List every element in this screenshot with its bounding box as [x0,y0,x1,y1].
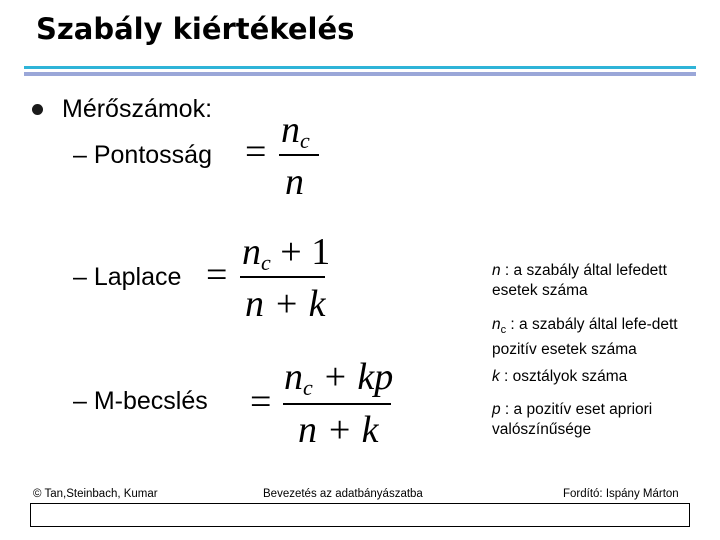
footer-box [30,503,690,527]
slide-title: Szabály kiértékelés [36,12,355,46]
formula-numerator: $n_c$ [281,109,310,153]
legend-nc: $n_c$ : a szabály által lefe-dett pozitív esetek száma [492,316,678,359]
item-pontossag: – Pontosság [73,141,212,169]
formula-denominator: n + k [298,409,379,451]
title-underline-top [24,66,696,69]
equals-sign: = [250,381,272,423]
legend-n: n : a szabály által lefedett esetek száma [492,262,667,299]
fraction-bar [279,154,319,156]
formula-numerator: $n_c + 1$ [242,231,331,275]
item-mbecsles: – M-becslés [73,387,208,415]
title-underline-bottom [24,72,696,76]
equals-sign: = [245,131,267,173]
footer-course: Bevezetés az adatbányászatba [263,488,423,500]
bullet-metrics: Mérőszámok: [62,95,213,123]
bullet-dot-icon [32,104,43,115]
fraction-bar [283,403,391,405]
legend-k: k : osztályok száma [492,368,628,385]
equals-sign: = [206,254,228,296]
formula-denominator: n [285,161,304,203]
legend-p: p : a pozitív eset apriori valószínűsége [492,401,653,438]
formula-numerator: $n_c$ + kp [284,356,394,400]
footer-copyright: © Tan,Steinbach, Kumar [33,488,158,500]
formula-denominator: n + k [245,283,326,325]
item-laplace: – Laplace [73,263,182,291]
fraction-bar [240,276,325,278]
footer-translator: Fordító: Ispány Márton [563,488,679,500]
